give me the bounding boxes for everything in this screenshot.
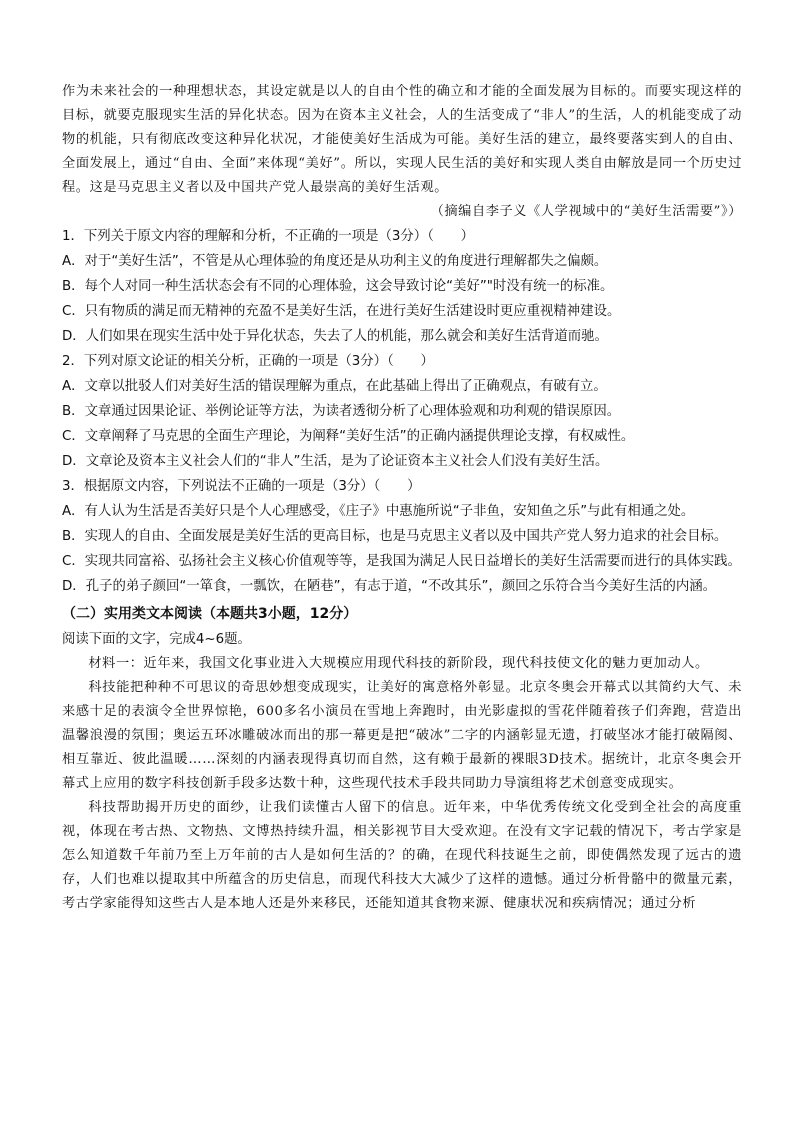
section-2 [62, 601, 742, 916]
section-instruction: 阅读下面的文字，完成4~6题。 [62, 632, 251, 647]
option-a: A．文章以批驳人们对美好生活的错误理解为重点，在此基础上得出了正确观点，有破有立。 [62, 379, 607, 394]
option-d: D．孔子的弟子颜回“一箪食，一瓢饮，在陋巷”，有志于道，“不改其乐”，颜回之乐符合当今美好生活的内涵。 [62, 579, 717, 594]
question-2 [62, 349, 742, 474]
option-a: A．对于“美好生活”，不管是从心理体验的角度还是从功利主义的角度进行理解都失之偏颇。 [62, 254, 608, 269]
option-b: B．每个人对同一种生活状态会有不同的心理体验，这会导致讨论“美好”"时没有统一的标准。 [62, 279, 614, 294]
question-3 [62, 474, 742, 599]
option-d: D．人们如果在现实生活中处于异化状态，失去了人的机能，那么就会和美好生活背道而驰。 [62, 329, 608, 344]
option-b: B．实现人的自由、全面发展是美好生活的更高目标，也是马克思主义者以及中国共产党人努力追求的社会目标。 [62, 529, 728, 544]
question-stem: 1．下列关于原文内容的理解和分析，不正确的一项是（3分）（ ） [62, 229, 475, 244]
option-c: C．实现共同富裕、弘扬社会主义核心价值观等等，是我国为满足人民日益增长的美好生活需要而进行的具体实践。 [62, 554, 741, 569]
question-stem: 3．根据原文内容，下列说法不正确的一项是（3分）（ ） [62, 479, 421, 494]
question-list [62, 224, 742, 599]
passage-1 [62, 80, 742, 224]
option-c: C．文章阐释了马克思的全面生产理论，为阐释“美好生活”的正确内涵提供理论支撑，有权威性。 [62, 429, 635, 444]
option-a: A．有人认为生活是否美好只是个人心理感受，《庄子》中惠施所说“子非鱼，安知鱼之乐”与此有相通之处。 [62, 504, 695, 519]
passage-paragraph: 作为未来社会的一种理想状态，其设定就是以人的自由个性的确立和才能的全面发展为目标的。而要实现这样的目标，就要克服现实生活的异化状态。因为在资本主义社会，人的生活变成了“非人”的生活，人的机能变成了动物的机能，只有彻底改变这种异化状况，才能使美好生活成为可能。美好生活的建立，最终要落实到人的自由、全面发展上，通过“自由、全面”来体现“美好”。所以，实现人民生活的美好和实现人类自由解放是同一个历史过程。这是马克思主义者以及中国共产党人最崇高的美好生活观。 [62, 84, 742, 195]
option-c: C．只有物质的满足而无精神的充盈不是美好生活，在进行美好生活建设时更应重视精神建设。 [62, 304, 621, 319]
section-title: （二）实用类文本阅读（本题共3小题，12分） [62, 606, 358, 622]
material-paragraph: 科技帮助揭开历史的面纱，让我们读懂古人留下的信息。近年来，中华优秀传统文化受到全社会的高度重视，体现在考古热、文物热、文博热持续升温，相关影视节目大受欢迎。在没有文字记载的情况下，考古学家是怎么知道数千年前乃至上万年前的古人是如何生活的？的确，在现代科技诞生之前，即使偶然发现了远古的遗存，人们也难以提取其中所蕴含的历史信息，而现代科技大大减少了这样的遗憾。通过分析骨骼中的微量元素，考古学家能得知这些古人是本地人还是外来移民，还能知道其食物来源、健康状况和疾病情况；通过分析 [62, 800, 742, 911]
option-b: B．文章通过因果论证、举例论证等方法，为读者透彻分析了心理体验观和功利观的错误原因。 [62, 404, 621, 419]
material-1 [62, 652, 742, 916]
material-paragraph: 材料一：近年来，我国文化事业进入大规模应用现代科技的新阶段，现代科技使文化的魅力更加动人。 [88, 656, 709, 671]
passage-source: （摘编自李子义《人学视域中的“美好生活需要”》） [430, 204, 742, 219]
question-1 [62, 224, 742, 349]
document-page [62, 80, 742, 916]
option-d: D．文章论及资本主义社会人们的“非人”生活，是为了论证资本主义社会人们没有美好生活。 [62, 454, 609, 469]
question-stem: 2．下列对原文论证的相关分析，正确的一项是（3分）（ ） [62, 354, 434, 369]
material-paragraph: 科技能把种种不可思议的奇思妙想变成现实，让美好的寓意格外彰显。北京冬奥会开幕式以其简约大气、未来感十足的表演令全世界惊艳，600多名小演员在雪地上奔跑时，由光影虚拟的雪花伴随着孩子们奔跑，营造出温馨浪漫的氛围；奥运五环冰雕破冰而出的那一幕更是把“破冰”二字的内涵彰显无遗，打破坚冰才能打破隔阂、相互靠近、彼此温暖……深刻的内涵表现得真切而自然，这有赖于最新的裸眼3D技术。据统计，北京冬奥会开幕式上应用的数字科技创新手段多达数十种，这些现代技术手段共同助力导演组将艺术创意变成现实。 [62, 680, 742, 791]
